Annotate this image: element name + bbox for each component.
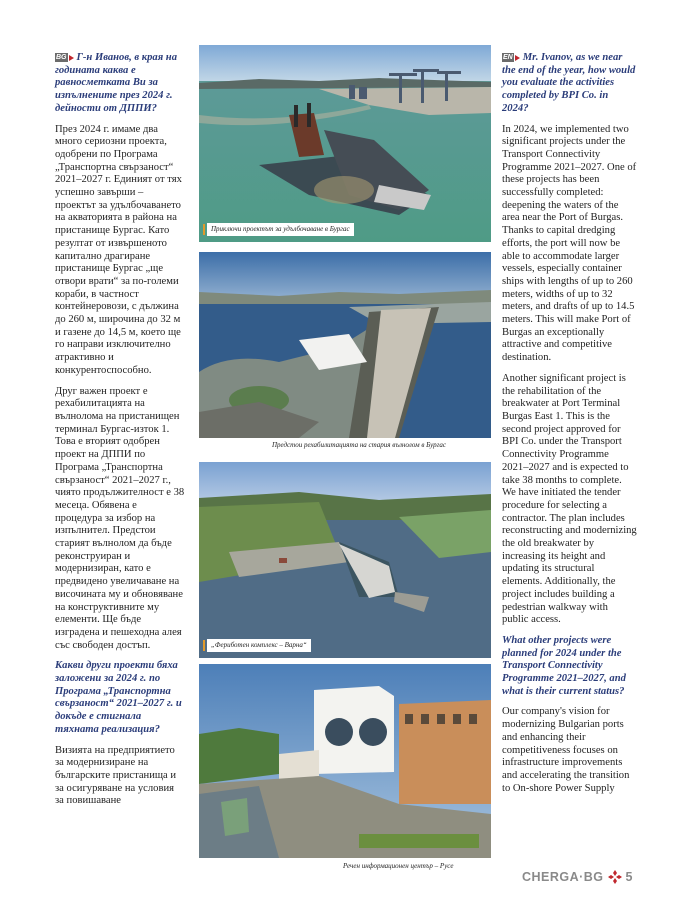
bg-language-tag: BG [55, 53, 74, 62]
brand-name: CHERGA·BG [521, 870, 604, 884]
bg-question-1: BG Г-н Иванов, в края на годината каква е равносметката Ви за изпълнените през 2024 г. дейности от ДППИ? [55, 52, 177, 114]
bg-paragraph-1: През 2024 г. имаме два много сериозни проекта, одобрени по Програма „Транспортна свързаност“ 2021–2027 г. Единият от тях успешно завърши – проектът за удълбочаването на акваторията в района на пристанище Бургас. Като резултат от извършеното капитално драгиране пристанище Бургас „ще отвори врати“ за по-големи кораби, в частност контейнеровози, с дължина до 260 м, широчина до 32 м и газене до 14,5 м, което ще го направи изключително атрактивно и конкурентоспособно. [55, 123, 182, 376]
bg-question-2: Какви други проекти бяха заложени за 2024 г. по Програма „Транспортна свързаност“ 2021–2027 г. и докъде е стигнала тяхната реализация? [55, 660, 182, 735]
en-language-tag: EN [502, 53, 520, 62]
bg-column [55, 52, 185, 816]
arrow-icon [69, 55, 74, 61]
caption-bar [203, 640, 205, 651]
breakwater-photo [199, 252, 491, 438]
caption-bar [203, 224, 205, 235]
en-question-1: EN Mr. Ivanov, as we near the end of the year, how would you evaluate the activities completed by BPI Co. in 2024? [502, 52, 636, 114]
bg-paragraph-3: Визията на предприятието за модернизиране на българските пристанища и за осигуряване на условия за повишаване [55, 744, 177, 807]
photo-caption-1: Приключи проектът за удълбочаване в Бургас [207, 223, 354, 236]
river-center-photo [199, 664, 491, 858]
photo-caption-2: Предстои рехабилитацията на стария вълнолом в Бургас [268, 439, 450, 452]
page-number: 5 [625, 870, 633, 884]
en-paragraph-1: In 2024, we implemented two significant projects under the Transport Connectivity Programme 2021–2027. One of these projects has been successfully completed: deepening the waters of the area near the Port of Burgas. Thanks to capital dredging efforts, the port will now be able to accommodate larger vessels, especially container ships with lengths of up to 260 meters, widths of up to 32 meters, and drafts of up to 14.5 meters. This will make Port of Burgas an exceptionally attractive and competitive destination. [502, 123, 637, 364]
photo-caption-4: Речен информационен център – Русе [339, 860, 457, 873]
en-question-2: What other projects were planned for 2024 under the Transport Connectivity Programme 2021–2027, and what is their current status? [502, 634, 626, 697]
page-footer [522, 870, 633, 884]
en-paragraph-2: Another significant project is the rehabilitation of the breakwater at Port Terminal Burgas East 1. This is the second project approved for BPI Co. under the Transport Connectivity Programme 2021–2027 and is expected to take 38 months to complete. We have initiated the tender procedure for selecting a contractor. The plan includes reconstructing and modernizing the old breakwater by increasing its height and updating its structural elements. Additionally, the project includes building a pedestrian walkway with public access. [502, 372, 637, 626]
en-paragraph-3: Our company's vision for modernizing Bulgarian ports and enhancing their competitiveness focuses on infrastructure improvements and accelerating the transition to On-shore Power Supply [502, 706, 630, 794]
arrow-icon [515, 55, 520, 61]
cherga-logo-icon [608, 870, 622, 884]
bg-paragraph-2: Друг важен проект е рехабилитацията на вълнолома на пристанищен терминал Бургас-изток 1. Това е вторият одобрен проект на ДППИ по Програма „Транспортна свързаност“ 2021–2027 г., чиято продължителност е 38 месеца. Обявена е процедура за избор на изпълнител. Предстои старият вълнолом да бъде реконструиран и модернизиран, като е предвидено увеличаване на височината му и обновяване на конструктивните му елементи. Ще бъде изградена и пешеходна алея със свободен достъп. [55, 385, 185, 651]
photo-caption-3: „Фериботен комплекс – Варна“ [207, 639, 311, 652]
en-column [502, 52, 637, 803]
dredging-port-photo [199, 45, 491, 242]
ferry-complex-photo [199, 462, 491, 658]
